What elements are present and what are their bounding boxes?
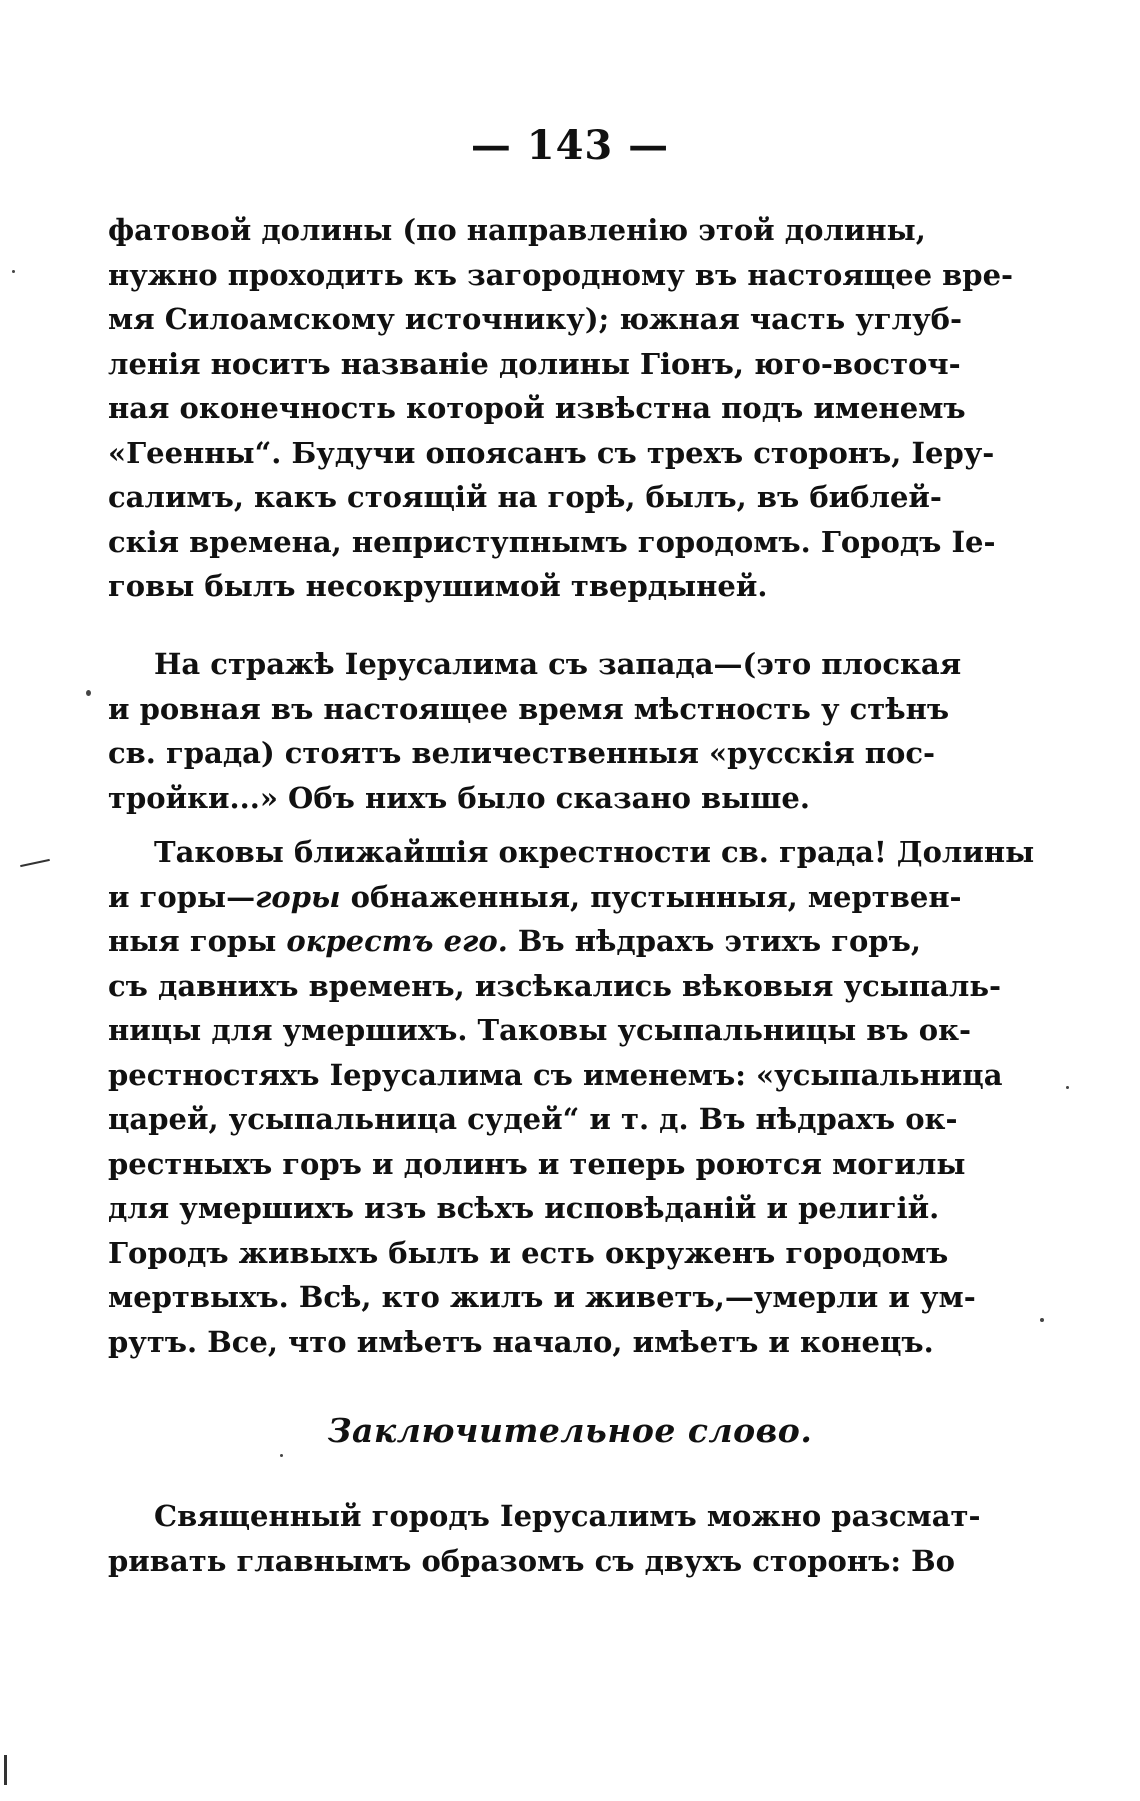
- text-line: ная оконечность которой извѣстна подъ именемъ: [108, 391, 966, 425]
- text-line: рестностяхъ Іерусалима съ именемъ: «усыпальница: [108, 1057, 1003, 1092]
- text-line: мертвыхъ. Всѣ, кто жилъ и живетъ,—умерли и ум-: [108, 1280, 976, 1314]
- text-line: мя Силоамскому источнику); южная часть углуб-: [108, 302, 963, 336]
- paragraph-4: [108, 1494, 981, 1583]
- scan-edge-mark: [20, 859, 50, 867]
- text-line: скія времена, неприступнымъ городомъ. Городъ Іе-: [108, 524, 996, 559]
- italic-text: окрестъ его.: [286, 924, 508, 958]
- text-line: рутъ. Все, что имѣетъ начало, имѣетъ и конецъ.: [108, 1324, 934, 1359]
- text-line: [108, 875, 962, 920]
- text-line: салимъ, какъ стоящій на горѣ, былъ, въ библей-: [108, 480, 942, 514]
- text-segment: ныя горы: [108, 924, 287, 958]
- scan-speck: [1040, 1318, 1044, 1322]
- text-line: [108, 919, 921, 964]
- section-heading: Заключительное слово.: [327, 1411, 813, 1450]
- text-line: съ давнихъ временъ, изсѣкались вѣковыя усыпаль-: [108, 968, 1002, 1003]
- text-segment: обнаженныя, пустынныя, мертвен-: [340, 879, 962, 914]
- page-number: — 143 —: [470, 122, 670, 169]
- text-segment: и горы—: [108, 879, 256, 914]
- text-line: нужно проходить къ загородному въ настоящее вре-: [108, 257, 1014, 292]
- text-line: тройки...» Объ нихъ было сказано выше.: [108, 780, 810, 815]
- text-line: св. града) стоятъ величественныя «русскія пос-: [108, 736, 936, 770]
- text-line: царей, усыпальница судей“ и т. д. Въ нѣдрахъ ок-: [108, 1102, 958, 1136]
- text-line: рестныхъ горъ и долинъ и теперь роются могилы: [108, 1146, 966, 1181]
- paragraph-1: [108, 208, 1014, 609]
- text-line: ницы для умершихъ. Таковы усыпальницы въ ок-: [108, 1013, 972, 1047]
- scan-speck: [280, 1454, 283, 1457]
- scan-speck: [86, 690, 91, 696]
- scan-speck: [12, 270, 15, 273]
- text-segment: Въ нѣдрахъ этихъ горъ,: [507, 924, 921, 958]
- text-line: Священный городъ Іерусалимъ можно разсмат-: [154, 1499, 981, 1533]
- text-line: ленія носитъ названіе долины Гіонъ, юго-восточ-: [108, 346, 961, 381]
- text-line: «Геенны“. Будучи опоясанъ съ трехъ сторонъ, Іеру-: [108, 435, 995, 470]
- paragraph-3: [108, 830, 1035, 1364]
- text-line: Городъ живыхъ былъ и есть окруженъ городомъ: [108, 1235, 949, 1270]
- scan-edge-mark: [4, 1755, 7, 1785]
- italic-text: горы: [255, 879, 341, 914]
- text-line: для умершихъ изъ всѣхъ исповѣданій и религій.: [108, 1191, 940, 1225]
- text-line: На стражѣ Іерусалима съ запада—(это плоская: [154, 647, 962, 681]
- text-line: Таковы ближайшія окрестности св. града! Долины: [154, 835, 1035, 869]
- scan-speck: [1066, 1086, 1069, 1089]
- text-line: говы былъ несокрушимой твердыней.: [108, 569, 768, 603]
- text-line: фатовой долины (по направленію этой долины,: [108, 213, 926, 247]
- paragraph-2: [108, 642, 962, 820]
- text-line: ривать главнымъ образомъ съ двухъ сторонъ: Во: [108, 1543, 955, 1578]
- text-line: и ровная въ настоящее время мѣстность у стѣнъ: [108, 691, 950, 726]
